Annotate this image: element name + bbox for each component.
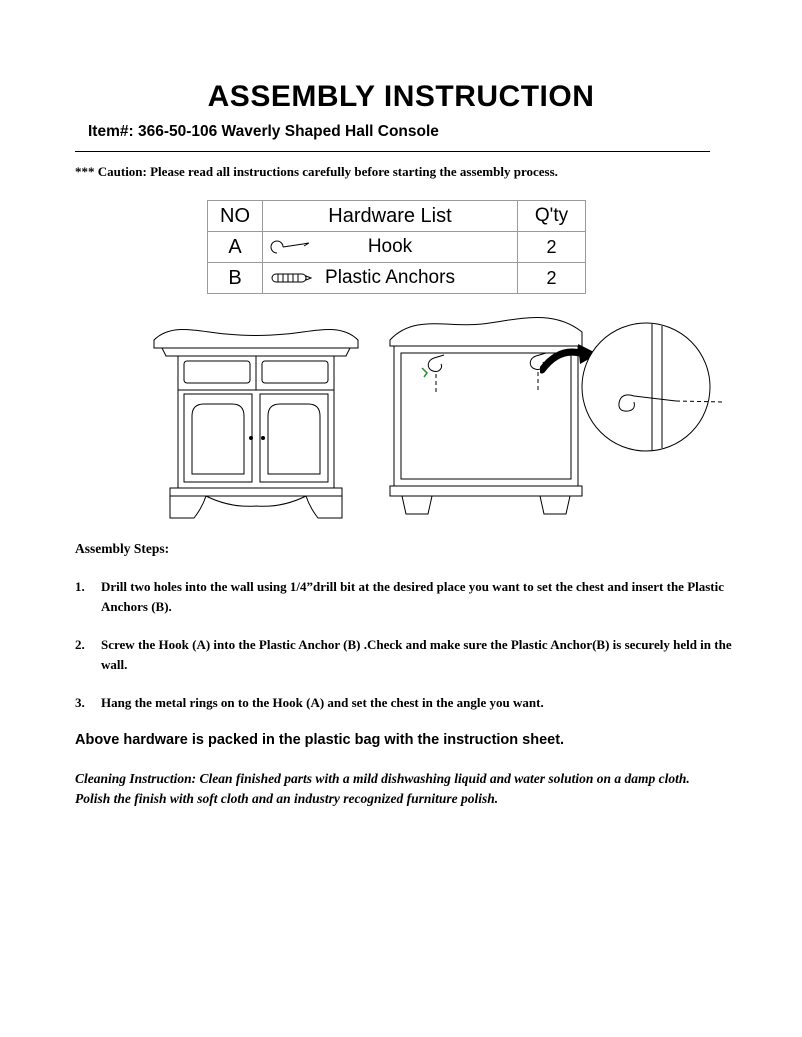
step-number: 2. xyxy=(75,637,85,652)
hardware-qty: 2 xyxy=(518,263,586,294)
step-text: Hang the metal rings on to the Hook (A) and set the chest in the angle you want. xyxy=(101,695,544,710)
table-row-plastic-anchors xyxy=(208,263,586,294)
hardware-table-header-row xyxy=(208,201,586,232)
heading-divider xyxy=(75,151,710,152)
page-title: ASSEMBLY INSTRUCTION xyxy=(207,80,595,113)
hook-icon xyxy=(269,238,313,256)
caution-text: *** Caution: Please read all instructions carefully before starting the assembly process. xyxy=(75,164,558,179)
console-back-view-figure xyxy=(386,306,586,528)
assembly-step-1 xyxy=(75,577,738,616)
hardware-no: A xyxy=(208,232,263,263)
hardware-no: B xyxy=(208,263,263,294)
hardware-packaging-note: Above hardware is packed in the plastic bag with the instruction sheet. xyxy=(75,732,565,748)
hardware-name: Plastic Anchors xyxy=(325,267,455,288)
hardware-table-header-name: Hardware List xyxy=(263,201,518,232)
item-number-heading: Item#: 366-50-106 Waverly Shaped Hall Console xyxy=(88,123,439,140)
step-number: 3. xyxy=(75,695,85,710)
step-text: Drill two holes into the wall using 1/4”drill bit at the desired place you want to set the chest and insert the Plastic Anchors (B). xyxy=(101,579,725,614)
assembly-step-3 xyxy=(75,693,738,713)
plastic-anchor-icon xyxy=(269,269,313,287)
step-number: 1. xyxy=(75,579,85,594)
assembly-steps-list xyxy=(75,577,738,732)
hardware-name: Hook xyxy=(367,236,413,257)
hardware-qty: 2 xyxy=(518,232,586,263)
table-row-hook xyxy=(208,232,586,263)
cleaning-instruction: Cleaning Instruction: Clean finished parts with a mild dishwashing liquid and water solution on a damp cloth. Polish the finish with soft cloth and an industry recognized furniture polish. xyxy=(75,771,704,806)
hardware-table-header-no: NO xyxy=(208,201,263,232)
assembly-steps-heading: Assembly Steps: xyxy=(75,541,170,556)
assembly-step-2 xyxy=(75,635,738,674)
console-front-view-figure xyxy=(150,310,362,528)
hardware-table xyxy=(207,200,586,294)
hardware-table-header-qty: Q'ty xyxy=(518,201,586,232)
step-text: Screw the Hook (A) into the Plastic Anchor (B) .Check and make sure the Plastic Anchor(B) is securely held in the wall. xyxy=(101,637,732,672)
wall-hook-detail-figure xyxy=(576,316,728,462)
